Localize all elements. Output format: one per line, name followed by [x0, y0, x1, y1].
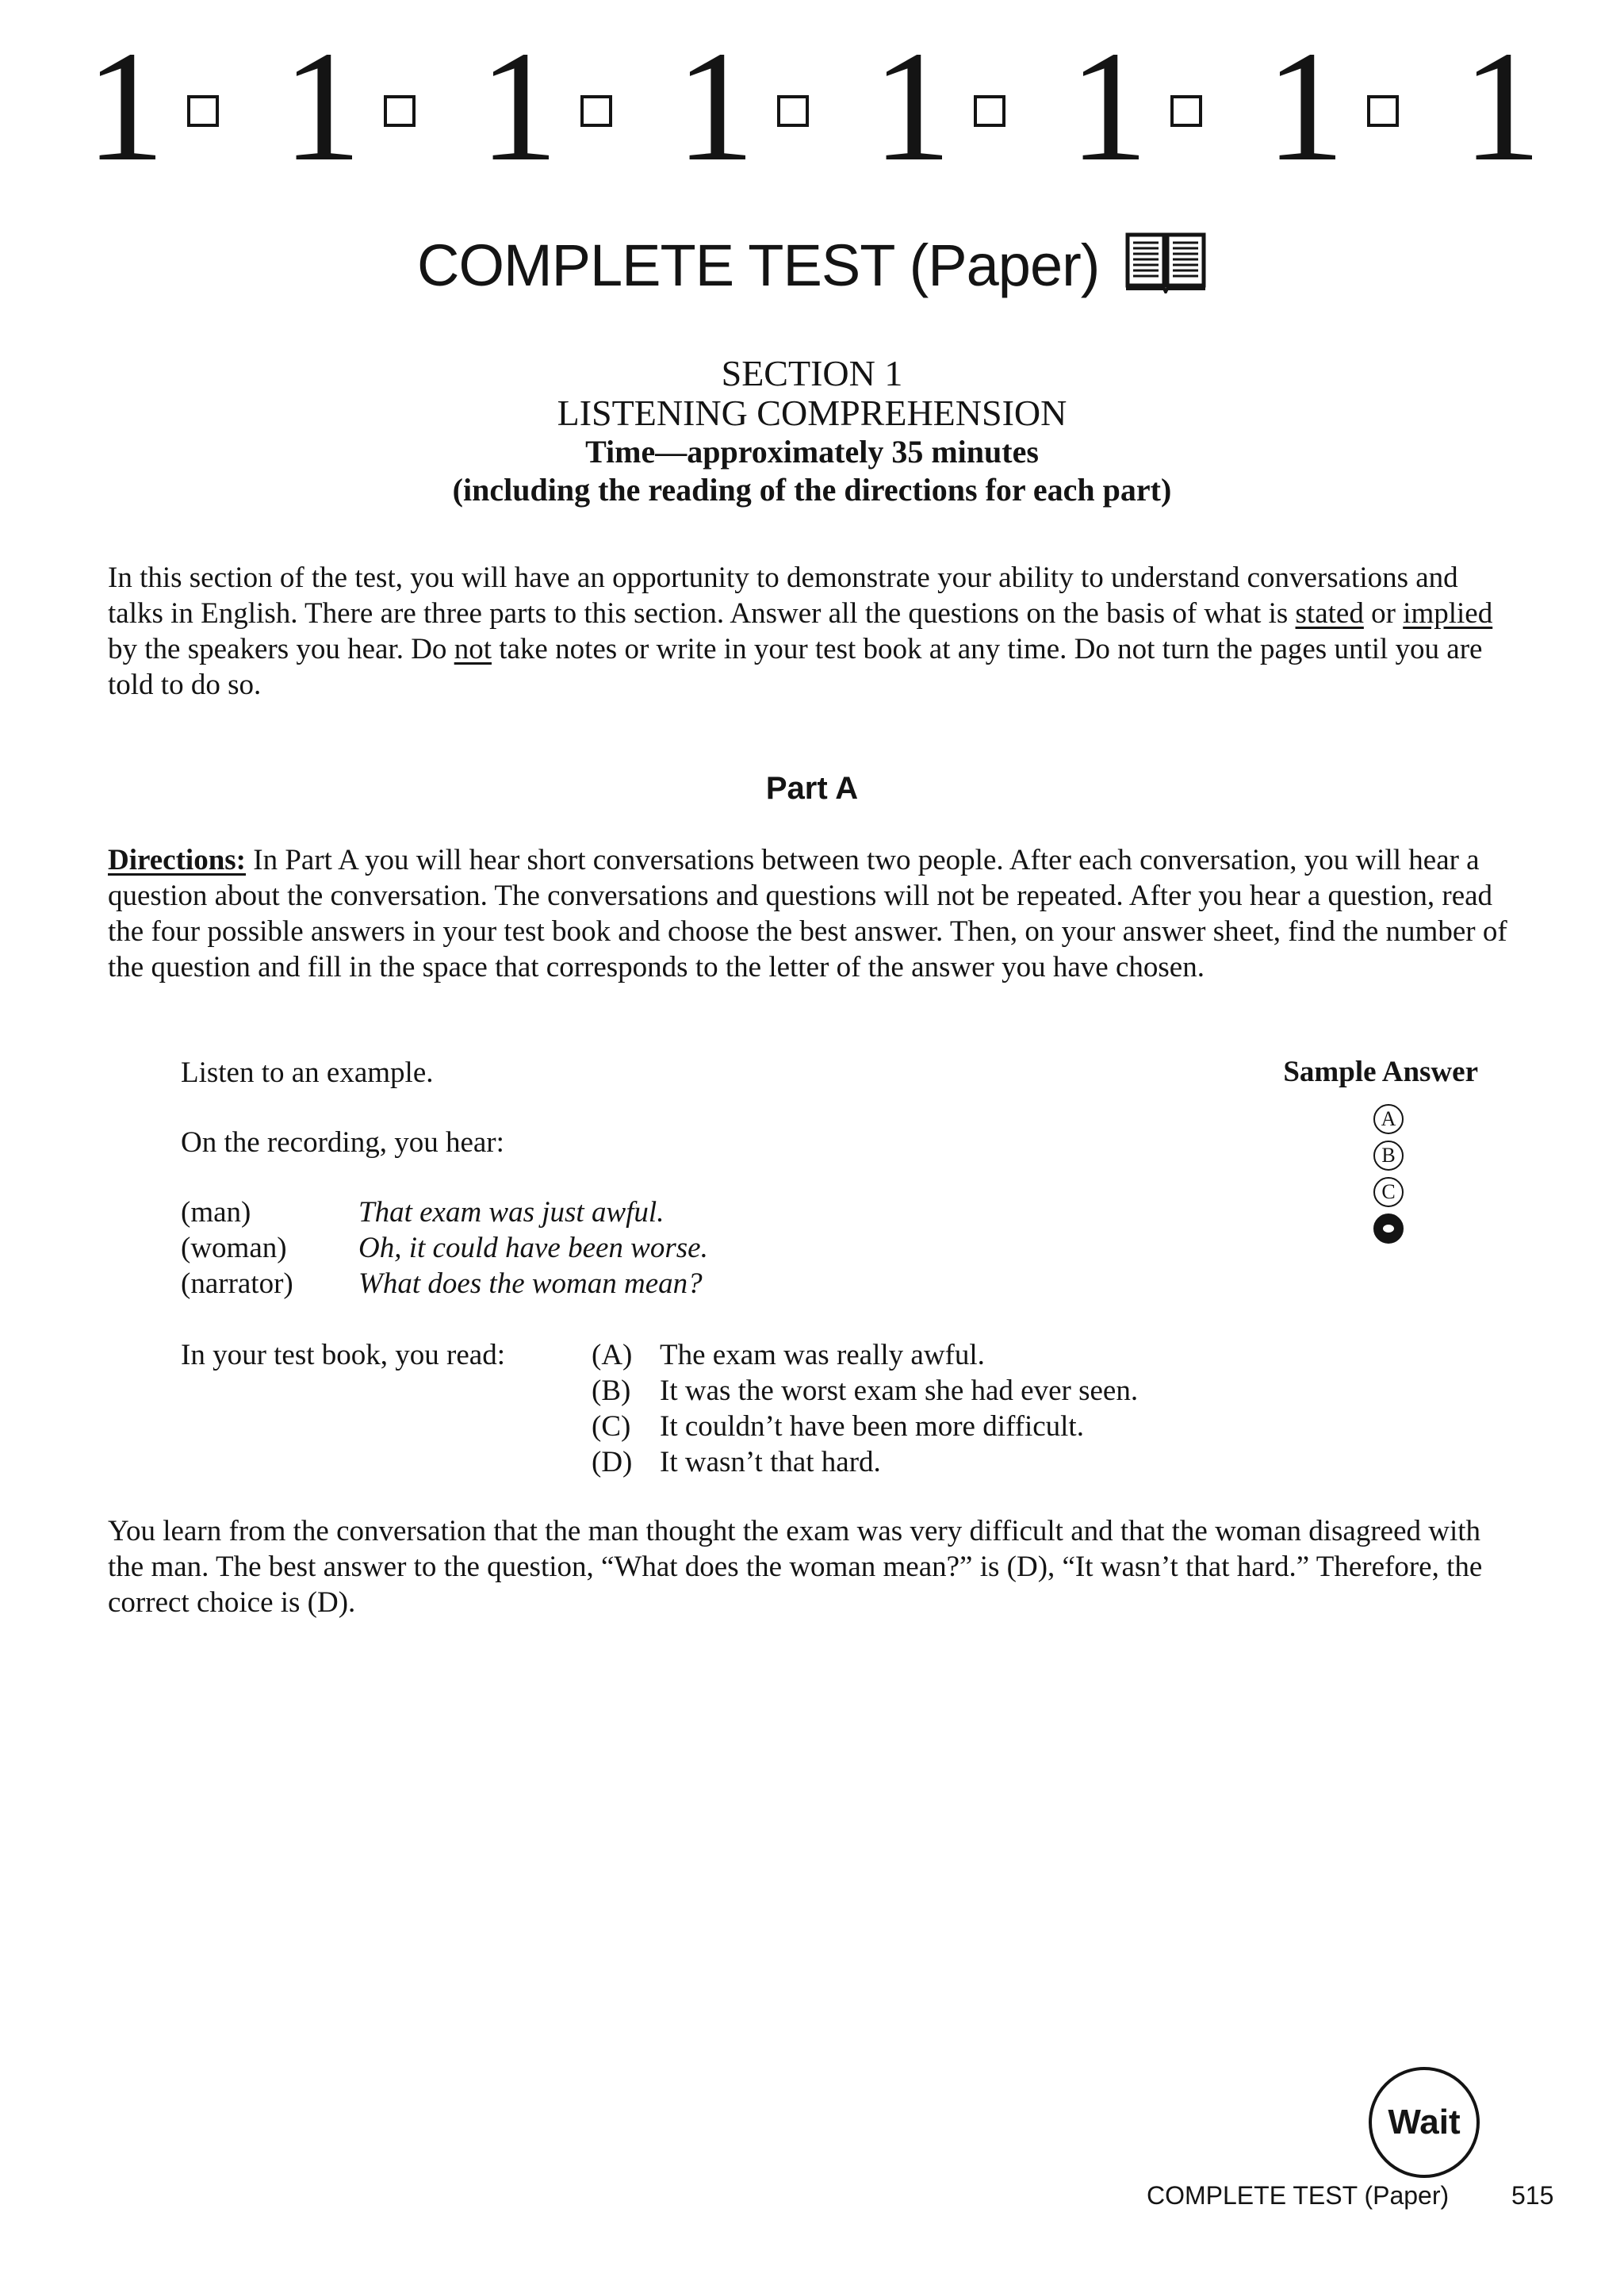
- on-recording-text: On the recording, you hear:: [181, 1126, 504, 1159]
- speaker-label: (man): [181, 1196, 251, 1229]
- banner-square: [580, 95, 612, 127]
- option-text: It was the worst exam she had ever seen.: [660, 1375, 1139, 1407]
- banner-digit: 1: [86, 19, 165, 194]
- option-letter: (D): [592, 1446, 633, 1478]
- banner-digit: 1: [1266, 19, 1345, 194]
- section-name: LISTENING COMPREHENSION: [557, 393, 1067, 433]
- banner-square: [974, 95, 1005, 127]
- footer-title: COMPLETE TEST (Paper): [1147, 2181, 1450, 2210]
- page-title: [0, 230, 1624, 309]
- dialogue-line: [181, 1266, 293, 1302]
- banner-digit: 1: [1069, 19, 1148, 194]
- sample-answer-bubbles: [1373, 1104, 1411, 1250]
- speaker-label: (woman): [181, 1232, 287, 1264]
- wait-badge: Wait: [1369, 2067, 1480, 2178]
- option-text: It couldn’t have been more difficult.: [660, 1410, 1084, 1443]
- directions-text: In Part A you will hear short conversations between two people. After each conversation, you will hear a question about the conversation. The conversations and questions will not be repeated. After you hear a question, read the four possible answers in your test book and choose the best answer. Then, on your answer sheet, find the number of the question and fill in the space that corresponds to the letter of the answer you have chosen.: [108, 844, 1507, 983]
- part-a-heading: Part A: [765, 771, 859, 806]
- underlined-word: implied: [1403, 597, 1493, 630]
- banner-digit: 1: [479, 19, 558, 194]
- intro-text: In this section of the test, you will have an opportunity to demonstrate your ability to understand conversations and talks in English. There are three parts to this section. Answer all the questions on the basis of what is: [108, 562, 1458, 630]
- answer-bubble-a: A: [1373, 1104, 1404, 1134]
- option-text: The exam was really awful.: [660, 1339, 985, 1371]
- banner-digit: 1: [282, 19, 362, 194]
- underlined-word: not: [454, 633, 492, 665]
- intro-text: by the speakers you hear. Do: [108, 633, 454, 665]
- directions-paragraph: [108, 842, 1519, 985]
- dialogue-text: Oh, it could have been worse.: [358, 1232, 708, 1264]
- intro-text: take notes or write in your test book at any time. Do not turn the pages until you are told to do so.: [108, 633, 1483, 701]
- banner-digit: 1: [676, 19, 755, 194]
- banner-square: [187, 95, 219, 127]
- directions-label: Directions:: [108, 844, 246, 876]
- answer-bubble-d-filled: [1373, 1214, 1404, 1244]
- banner-square: [777, 95, 809, 127]
- option-letter: (B): [592, 1375, 631, 1407]
- section-heading: [0, 354, 1624, 509]
- option-letter: (A): [592, 1339, 633, 1371]
- listen-example-text: Listen to an example.: [181, 1056, 434, 1089]
- section-time: Time—approximately 35 minutes: [585, 434, 1039, 470]
- explanation-paragraph: You learn from the conversation that the man thought the exam was very difficult and that the woman disagreed with the man. The best answer to the question, “What does the woman mean?” is (D), “It wasn’t that hard.” Therefore, the correct choice is (D).: [108, 1515, 1483, 1619]
- intro-text: or: [1363, 597, 1404, 630]
- page-title-text: COMPLETE TEST (Paper): [417, 232, 1100, 298]
- speaker-label: (narrator): [181, 1267, 293, 1300]
- banner-square: [1170, 95, 1202, 127]
- dialogue-line: [181, 1230, 287, 1266]
- banner-square: [384, 95, 416, 127]
- book-icon: [1124, 230, 1207, 309]
- read-label: In your test book, you read:: [181, 1339, 505, 1371]
- banner-digit: 1: [872, 19, 952, 194]
- intro-paragraph: [108, 560, 1519, 703]
- dialogue-text: What does the woman mean?: [358, 1267, 703, 1300]
- underlined-word: stated: [1295, 597, 1364, 630]
- dialogue-line: [181, 1194, 251, 1230]
- answer-bubble-c: C: [1373, 1177, 1404, 1207]
- dialogue-text: That exam was just awful.: [358, 1196, 665, 1229]
- section-banner: [86, 19, 1542, 194]
- sample-answer-label: Sample Answer: [1283, 1056, 1478, 1088]
- page-number: 515: [1511, 2181, 1554, 2210]
- option-letter: (C): [592, 1410, 631, 1443]
- section-number: SECTION 1: [721, 353, 903, 393]
- answer-bubble-b: B: [1373, 1141, 1404, 1171]
- banner-digit: 1: [1462, 19, 1542, 194]
- section-time-note: (including the reading of the directions for each part): [452, 472, 1172, 508]
- option-text: It wasn’t that hard.: [660, 1446, 881, 1478]
- banner-square: [1367, 95, 1399, 127]
